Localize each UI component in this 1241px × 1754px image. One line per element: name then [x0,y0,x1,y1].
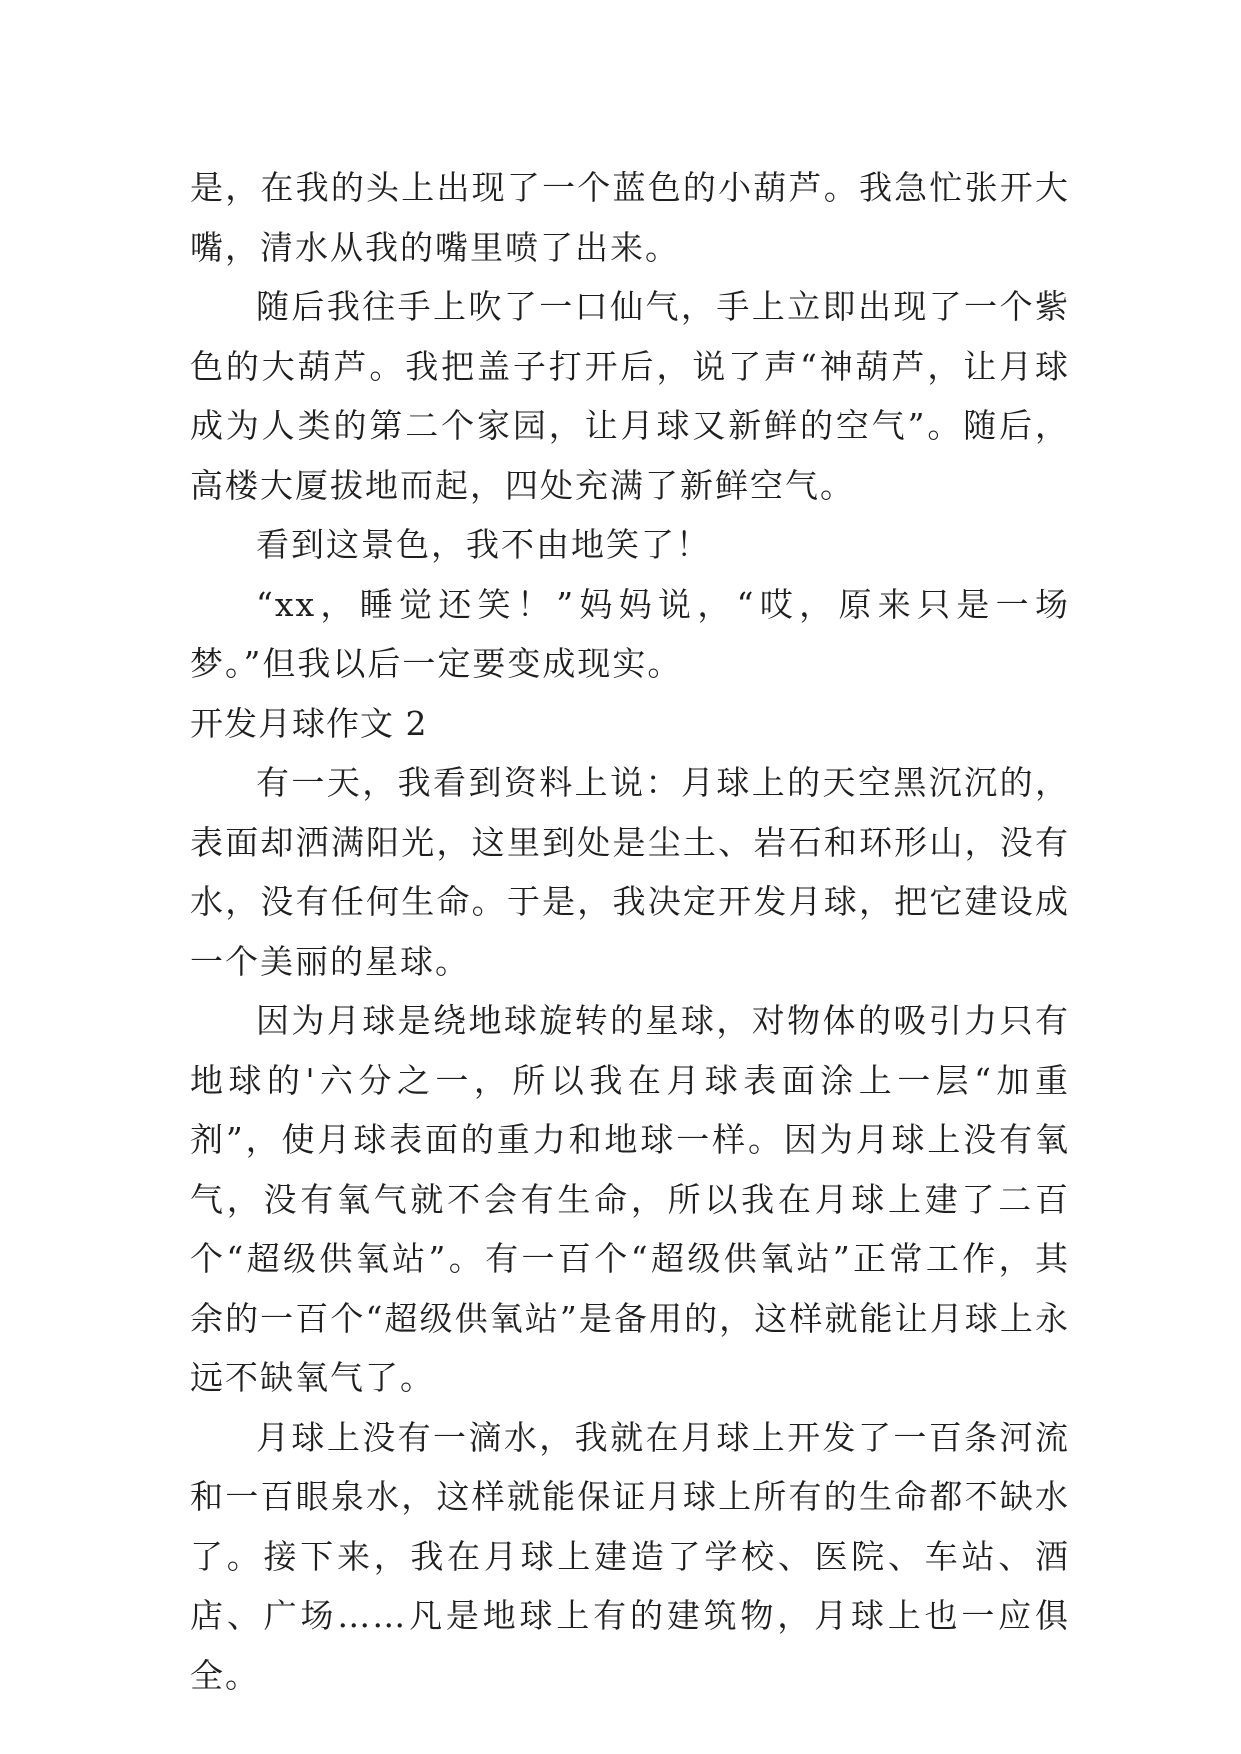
paragraph-6: 因为月球是绕地球旋转的星球，对物体的吸引力只有地球的'六分之一，所以我在月球表面涂上一层“加重剂”，使月球表面的重力和地球一样。因为月球上没有氧气，没有氧气就不会有生命，所以我在月球上建了二百个“超级供氧站”。有一百个“超级供氧站”正常工作，其余的一百个“超级供氧站”是备用的，这样就能让月球上永远不缺氧气了。 [190,1001,1070,1397]
section-heading: 开发月球作文 2 [190,703,428,743]
paragraph-7: 月球上没有一滴水，我就在月球上开发了一百条河流和一百眼泉水，这样就能保证月球上所有的生命都不缺水了。接下来，我在月球上建造了学校、医院、车站、酒店、广场……凡是地球上有的建筑物，月球上也一应俱全。 [190,1417,1070,1695]
paragraph-4: “xx，睡觉还笑！”妈妈说，“哎，原来只是一场梦。”但我以后一定要变成现实。 [190,584,1070,683]
paragraph-2: 随后我往手上吹了一口仙气，手上立即出现了一个紫色的大葫芦。我把盖子打开后，说了声“神葫芦，让月球成为人类的第二个家园，让月球又新鲜的空气”。随后，高楼大厦拔地而起，四处充满了新鲜空气。 [190,287,1070,505]
document-body [190,158,1070,1705]
paragraph-1: 是，在我的头上出现了一个蓝色的小葫芦。我急忙张开大嘴，清水从我的嘴里喷了出来。 [190,168,1070,267]
paragraph-3: 看到这景色，我不由地笑了！ [256,525,711,564]
paragraph-5: 有一天，我看到资料上说：月球上的天空黑沉沉的，表面却洒满阳光，这里到处是尘土、岩石和环形山，没有水，没有任何生命。于是，我决定开发月球，把它建设成一个美丽的星球。 [190,763,1070,981]
